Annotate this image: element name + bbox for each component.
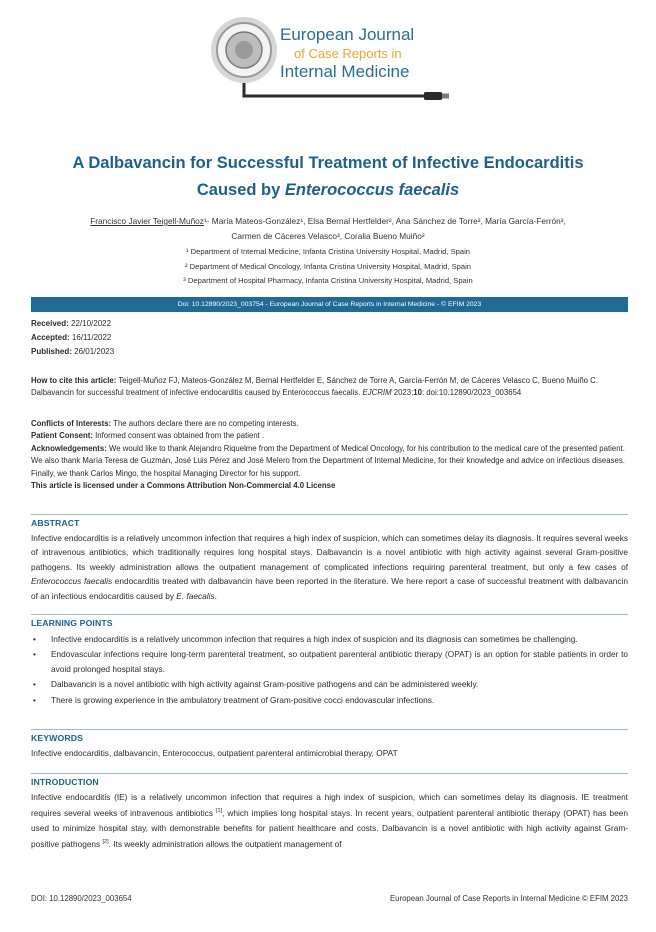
intro-part3: . Its weekly administration allows the outpatient management of <box>108 838 342 849</box>
section-divider <box>31 614 628 615</box>
how-to-cite <box>31 375 628 400</box>
affiliation-3: ³ Department of Hospital Pharmacy, Infanta Cristina University Hospital, Madrid, Spain <box>183 276 473 285</box>
learning-point-2: Endovascular infections require long-term parenteral treatment, so outpatient parenteral antibiotic therapy (OPAT) is an option for stable patients in order to avoid prolonged hospital stays. <box>51 649 628 674</box>
bullet-icon: • <box>33 634 36 644</box>
conflicts-note <box>31 418 628 430</box>
section-divider <box>31 773 628 774</box>
license-note[interactable]: This article is licensed under a Commons Attribution Non-Commercial 4.0 License <box>31 481 336 491</box>
reference-2[interactable]: [2] <box>102 838 109 845</box>
cite-year: 2023; <box>391 388 414 398</box>
doi-banner: Doi: 10.12890/2023_003754 - European Journal of Case Reports in Internal Medicine - © EFIM 2023 <box>31 297 628 312</box>
keywords-heading: KEYWORDS <box>31 733 83 743</box>
cite-text: Teigell-Muñoz FJ, Mateos-González M, Bernal Hertfelder E, Sánchez de Torre A, García-Ferrón M, de Cáceres Velasco C, Bueno Muiño C. Dalbavancin for successful treatment of infective endocarditis caused by Enterococcus faecalis. <box>31 376 598 398</box>
article-title <box>40 150 616 204</box>
reference-1[interactable]: [1] <box>215 808 223 815</box>
cite-volume: 10 <box>413 388 422 398</box>
received-value: 22/10/2022 <box>71 319 112 328</box>
cite-label: How to cite this article: <box>31 376 117 385</box>
author-list <box>40 214 616 244</box>
title-line1: A Dalbavancin for Successful Treatment of Infective Endocarditis <box>72 154 584 172</box>
cite-doi[interactable]: : doi:10.12890/2023_003654 <box>421 388 522 398</box>
accepted-date <box>31 331 114 345</box>
consent-note <box>31 430 628 442</box>
abstract-organism: Enterococcus faecalis <box>31 576 113 587</box>
consent-label: Patient Consent: <box>31 431 93 441</box>
abstract-organism-short: E. faecalis <box>176 590 215 601</box>
title-organism: Enterococcus faecalis <box>284 181 460 199</box>
journal-name-line1: European Journal <box>280 25 415 44</box>
authors-line1: ¹· María Mateos-González¹, Elsa Bernal Hertfelder², Ana Sánchez de Torre², María García-Ferrón³, <box>203 216 566 226</box>
section-divider <box>31 729 628 730</box>
learning-point-1: Infective endocarditis is a relatively uncommon infection that requires a high index of suspicion and its diagnosis can sometimes be challenging. <box>51 634 578 644</box>
learning-points-list <box>31 632 628 708</box>
journal-name-line3: Internal Medicine <box>280 62 410 81</box>
abstract-part2: endocarditis treated with dalbavancin have been reported in the literature. We here report a case of successful treatment with dalbavancin of an infectious endocarditis caused by <box>31 576 628 601</box>
abstract-text <box>31 531 628 603</box>
footer-doi: DOI: 10.12890/2023_003654 <box>31 894 132 903</box>
affiliations <box>40 245 616 289</box>
learning-points-heading: LEARNING POINTS <box>31 618 113 628</box>
introduction-text <box>31 790 628 851</box>
list-item <box>31 677 628 691</box>
bullet-icon: • <box>33 694 36 705</box>
intro-part2: , which implies long hospital stays. In recent years, outpatient parenteral antibiotic therapy (OPAT) has been used to minimize hospital stay, with demonstrable benefits for patient healthcare and costs. Dalbavancin is a novel antibiotic with high activity against Gram-positive pathogens <box>31 808 628 849</box>
received-label: Received: <box>31 319 69 328</box>
ack-label: Acknowledgements: <box>31 443 107 453</box>
footer-journal: European Journal of Case Reports in Internal Medicine © EFIM 2023 <box>389 894 628 903</box>
list-item <box>31 632 628 646</box>
authors-line2: Carmen de Cáceres Velasco³, Coralia Bueno Muiño² <box>231 231 425 241</box>
journal-name-line2: of Case Reports in <box>294 46 402 61</box>
corresponding-author[interactable]: Francisco Javier Teigell-Muñoz <box>90 216 204 226</box>
consent-text: Informed consent was obtained from the patient . <box>92 431 265 441</box>
affiliation-1: ¹ Department of Internal Medicine, Infanta Cristina University Hospital, Madrid, Spain <box>185 247 471 256</box>
abstract-heading: ABSTRACT <box>31 518 80 528</box>
introduction-heading: INTRODUCTION <box>31 777 99 787</box>
ack-text: We would like to thank Alejandro Riquelme from the Department of Medical Oncology, for his contribution to the medical care of the presented patient. We also thank María Teresa de Guzmán, José Luis Pérez and José Melero from the Department of Internal Medicine, for their knowledge and advice on infectious diseases. Finally, we thank Carlos Mingo, the hospital Managing Director for his support. <box>31 443 625 478</box>
bullet-icon: • <box>33 649 36 660</box>
section-divider <box>31 514 628 515</box>
journal-name <box>280 26 414 80</box>
published-date <box>31 345 114 359</box>
accepted-value: 16/11/2022 <box>71 333 112 342</box>
bullet-icon: • <box>33 679 36 690</box>
abstract-part3: . <box>214 590 217 601</box>
title-line2: Caused by <box>196 181 285 199</box>
conflicts-label: Conflicts of Interests: <box>31 419 112 428</box>
list-item <box>31 647 628 676</box>
accepted-label: Accepted: <box>31 333 70 342</box>
article-notes <box>31 418 628 492</box>
received-date <box>31 317 114 331</box>
acknowledgements-note <box>31 443 628 480</box>
conflicts-text: The authors declare there are no competing interests. <box>111 419 299 428</box>
intro-part1: Infective endocarditis (IE) is a relatively uncommon infection that requires a high index of suspicion, which can sometimes delay its diagnosis. IE treatment requires several weeks of intravenous antibiotics <box>31 792 628 819</box>
learning-point-3: Dalbavancin is a novel antibiotic with high activity against Gram-positive pathogens and can be administered weekly. <box>51 679 479 690</box>
published-label: Published: <box>31 347 72 356</box>
cite-journal: EJCRIM <box>362 388 392 398</box>
affiliation-2: ² Department of Medical Oncology, Infanta Cristina University Hospital, Madrid, Spain <box>184 261 471 271</box>
journal-logo <box>208 16 456 108</box>
abstract-part1: Infective endocarditis is a relatively uncommon infection that requires a high index of suspicion, which can sometimes delay its diagnosis. It requires several weeks of intravenous antibiotics, which traditionally requires long hospital stays. Dalbavancin is a novel antibiotic with high activity against several Gram-positive pathogens. Its weekly administration allows the outpatient management of complicated infections requiring parenteral treatment, but only a few cases of <box>31 533 628 572</box>
learning-point-4: There is growing experience in the ambulatory treatment of Gram-positive cocci endovascular infections. <box>51 694 435 705</box>
list-item <box>31 693 628 707</box>
keywords-text: Infective endocarditis, dalbavancin, Enterococcus, outpatient parenteral antimicrobial therapy, OPAT <box>31 748 398 758</box>
published-value: 26/01/2023 <box>74 347 115 356</box>
article-dates <box>31 317 114 359</box>
